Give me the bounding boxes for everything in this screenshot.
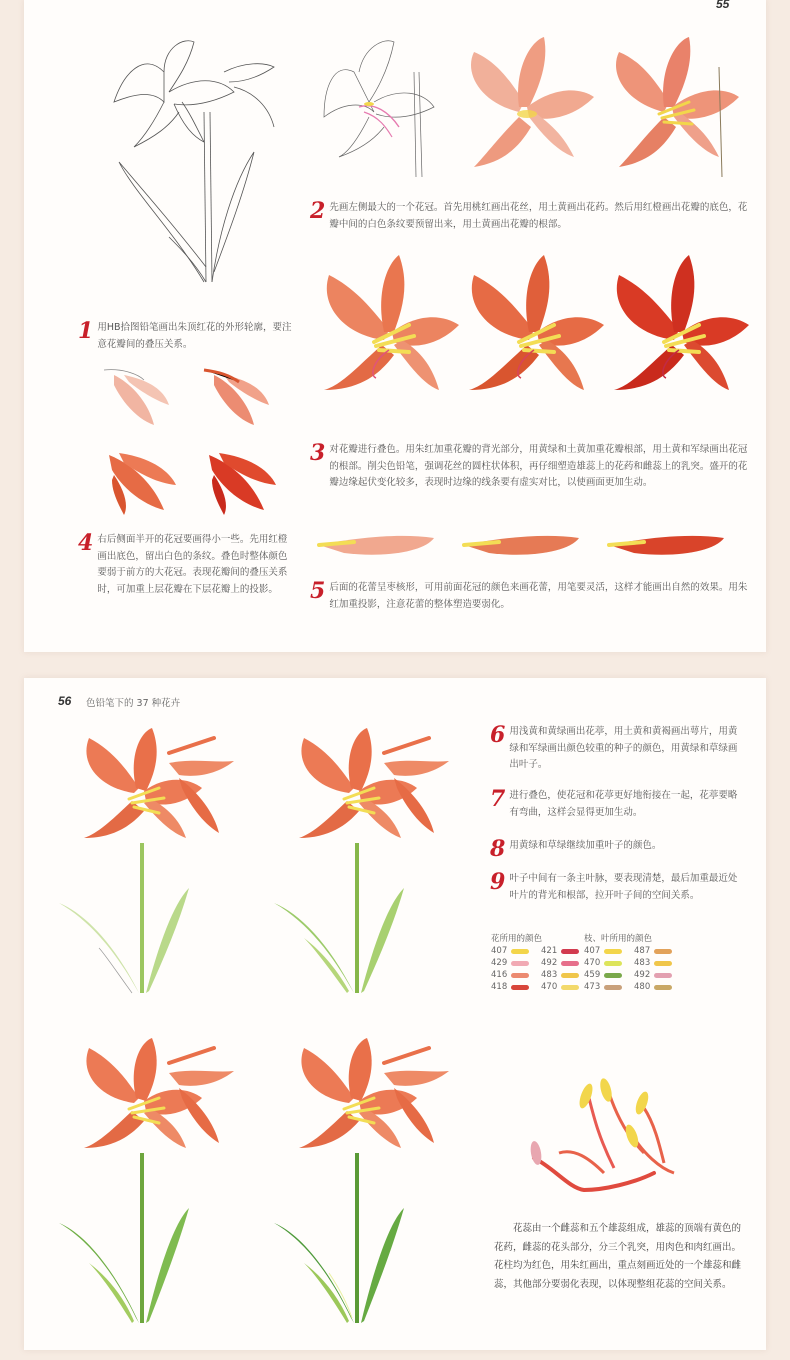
plant-step-6 <box>59 728 234 993</box>
color-code: 480 <box>634 982 651 992</box>
step-3 <box>310 442 750 492</box>
stamen-caption: 花蕊由一个雌蕊和五个雄蕊组成，雄蕊的顶端有黄色的花药，雌蕊的花头部分，分三个乳突，用肉色和肉红画出。花柱均为红色，用朱红画出，重点刻画近处的一个雄蕊和雌蕊，其他部分要弱化表现，以体现整组花蕊的空间关系。 <box>494 1223 742 1290</box>
color-code: 492 <box>541 958 558 968</box>
color-code: 473 <box>584 982 601 992</box>
step-text: 用浅黄和黄绿画出花葶，用土黄和黄褐画出萼片，用黄绿和军绿画出颜色较重的种子的颜色，用黄绿和草绿画出叶子。 <box>509 726 738 770</box>
color-swatch <box>511 961 529 966</box>
color-swatch <box>654 949 672 954</box>
palette-row <box>584 970 684 980</box>
step-number: 5 <box>310 578 326 604</box>
step-number: 3 <box>310 440 326 466</box>
color-swatch <box>561 985 579 990</box>
step-5-bud-sequence <box>314 520 754 570</box>
step-number: 6 <box>490 722 506 748</box>
flower-basecoat <box>471 37 594 167</box>
color-code: 487 <box>634 946 651 956</box>
step-text: 叶子中间有一条主叶脉，要表现清楚，最后加重最近处叶片的背光和根部，拉开叶子间的空间关系。 <box>509 873 738 901</box>
flower-layer-2 <box>469 255 604 390</box>
step-7 <box>490 788 745 821</box>
page-number: 55 <box>716 0 730 11</box>
step-2 <box>310 200 750 233</box>
plant-step-9 <box>274 1038 449 1323</box>
color-code: 470 <box>541 982 558 992</box>
color-swatch <box>604 985 622 990</box>
color-swatch <box>604 949 622 954</box>
color-code: 416 <box>491 970 508 980</box>
color-code: 407 <box>491 946 508 956</box>
palette-row <box>584 958 684 968</box>
step-4 <box>78 532 293 598</box>
palette-leaf <box>584 932 724 1002</box>
color-swatch <box>654 973 672 978</box>
palette-title: 枝、叶所用的颜色 <box>584 934 653 944</box>
step-text: 后面的花蕾呈枣核形，可用前面花冠的颜色来画花蕾，用笔要灵活，这样才能画出自然的效果。用朱红加重投影，注意花蕾的整体塑造要弱化。 <box>329 582 748 610</box>
step-number: 1 <box>78 318 94 344</box>
color-code: 459 <box>584 970 601 980</box>
color-code: 407 <box>584 946 601 956</box>
plant-step-8 <box>59 1038 234 1323</box>
step-text: 用黄绿和草绿继续加重叶子的颜色。 <box>509 840 662 851</box>
flower-layer-3 <box>614 255 749 390</box>
palette-row <box>491 982 591 992</box>
step-number: 8 <box>490 836 506 862</box>
color-code: 483 <box>541 970 558 980</box>
color-code: 429 <box>491 958 508 968</box>
color-swatch <box>604 961 622 966</box>
flower-outline-sketch <box>94 32 294 312</box>
color-code: 483 <box>634 958 651 968</box>
color-swatch <box>561 961 579 966</box>
color-swatch <box>654 985 672 990</box>
stamen-pistil-detail <box>514 1078 694 1208</box>
full-plant-sequence <box>54 723 474 1343</box>
color-swatch <box>511 985 529 990</box>
page-number: 56 <box>58 694 72 708</box>
step-3-flower-sequence <box>314 250 754 420</box>
side-flower-3 <box>109 453 176 515</box>
step-1 <box>78 320 293 353</box>
step-8 <box>490 838 745 860</box>
color-swatch <box>654 961 672 966</box>
step-text: 右后侧面半开的花冠要画得小一些。先用红橙画出底色，留出白色的条纹。叠色时整体颜色要弱于前方的大花冠。表现花瓣间的叠压关系时，可加重上层花瓣在下层花瓣上的投影。 <box>97 534 288 595</box>
color-code: 470 <box>584 958 601 968</box>
step-text: 对花瓣进行叠色。用朱红加重花瓣的背光部分，用黄绿和土黄加重花瓣根部，用土黄和军绿画出花冠的根部。削尖色铅笔，强调花丝的圆柱状体积，再仔细塑造雄蕊上的花药和雌蕊上的乳突。盛开的花瓣边缘起伏变化较多，表现时边缘的线条要有虚实对比，以使画面更加生动。 <box>329 444 748 488</box>
running-head: 色铅笔下的 37 种花卉 <box>86 698 181 709</box>
bud-3 <box>609 536 724 555</box>
side-flower-1 <box>104 370 169 425</box>
step-number: 4 <box>78 530 94 556</box>
step-text: 先画左侧最大的一个花冠。首先用桃红画出花丝，用土黄画出花药。然后用红橙画出花瓣的底色，花瓣中间的白色条纹要预留出来，用土黄画出花瓣的根部。 <box>329 202 748 230</box>
palette-row <box>584 946 684 956</box>
color-swatch <box>561 949 579 954</box>
flower-partial-overlay <box>616 37 739 177</box>
palette-row <box>491 970 591 980</box>
color-swatch <box>561 973 579 978</box>
palette-row <box>491 946 591 956</box>
side-flower-2 <box>204 370 269 425</box>
color-code: 421 <box>541 946 558 956</box>
color-swatch <box>511 949 529 954</box>
palette-title: 花所用的颜色 <box>491 934 543 944</box>
step-text: 用HB拾图铅笔画出朱顶红花的外形轮廓，要注意花瓣间的叠压关系。 <box>97 322 292 350</box>
palette-row <box>584 982 684 992</box>
flower-outline-partial <box>324 41 434 177</box>
page-55 <box>24 0 766 652</box>
color-swatch <box>604 973 622 978</box>
step-6 <box>490 724 745 774</box>
color-code: 418 <box>491 982 508 992</box>
page-56 <box>24 678 766 1350</box>
step-number: 9 <box>490 869 506 895</box>
step-number: 7 <box>490 786 506 812</box>
step-text: 进行叠色，使花冠和花葶更好地衔接在一起，花葶要略有弯曲，这样会显得更加生动。 <box>509 790 738 818</box>
step-4-side-flower-sequence <box>94 360 294 520</box>
plant-step-7 <box>274 728 449 993</box>
step-5 <box>310 580 750 613</box>
step-2-flower-sequence <box>314 32 754 182</box>
bud-2 <box>464 536 579 555</box>
side-flower-4 <box>209 453 276 515</box>
palette-row <box>491 958 591 968</box>
bud-1 <box>319 536 434 555</box>
step-9 <box>490 871 745 904</box>
flower-layer-1 <box>324 255 459 390</box>
color-swatch <box>511 973 529 978</box>
color-code: 492 <box>634 970 651 980</box>
step-number: 2 <box>310 198 326 224</box>
